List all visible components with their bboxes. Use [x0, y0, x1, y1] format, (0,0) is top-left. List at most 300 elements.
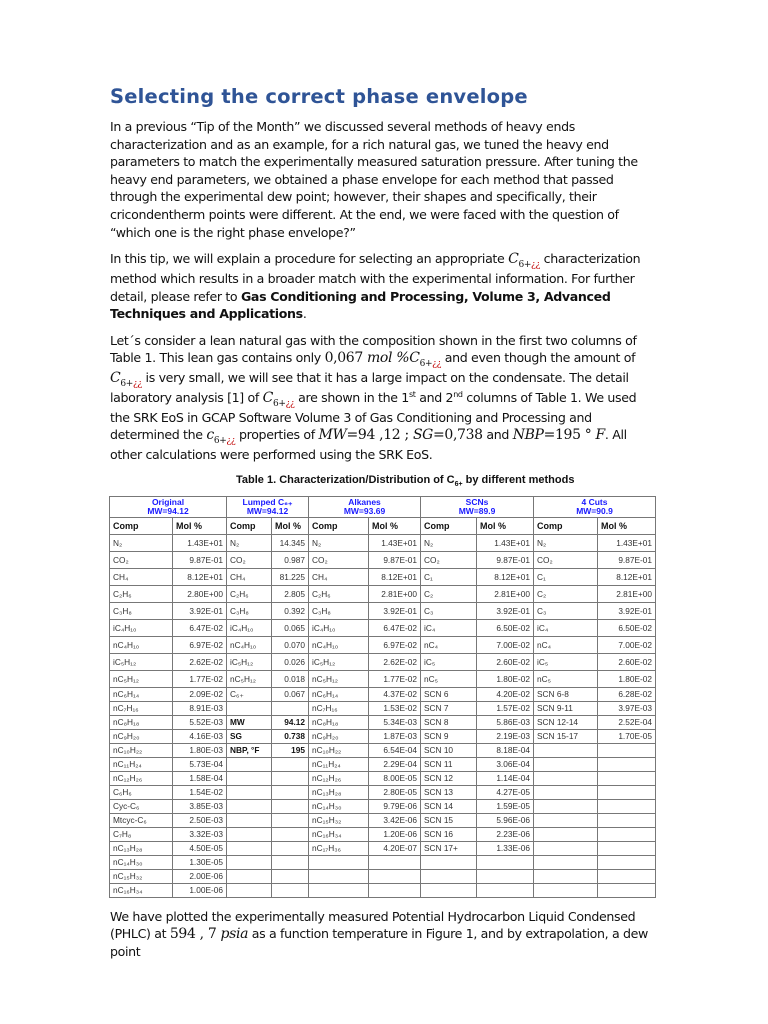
- component-cell: nC₄H₁₀: [309, 636, 369, 653]
- table-row: [110, 743, 656, 757]
- mol-percent-cell: [272, 813, 309, 827]
- table-row: [110, 636, 656, 653]
- mol-percent-cell: 1.87E-03: [369, 729, 421, 743]
- component-cell: [534, 827, 598, 841]
- group-mw: MW=94.12: [246, 505, 289, 516]
- mol-percent-cell: [272, 757, 309, 771]
- mol-percent-cell: 8.18E-04: [477, 743, 534, 757]
- table-row: [110, 757, 656, 771]
- mol-percent-cell: 1.43E+01: [598, 534, 656, 551]
- component-cell: nC₉H₂₀: [110, 729, 173, 743]
- mol-percent-cell: [598, 841, 656, 855]
- mol-percent-cell: 0.070: [272, 636, 309, 653]
- component-cell: nC₁₆H₃₄: [110, 883, 173, 897]
- mol-percent-cell: 6.50E-02: [598, 619, 656, 636]
- table-row: [110, 771, 656, 785]
- mol-percent-cell: [272, 869, 309, 883]
- component-cell: nC₁₀H₂₂: [110, 743, 173, 757]
- math-expression: [513, 427, 544, 443]
- component-cell: SCN 16: [421, 827, 477, 841]
- table-row: [110, 619, 656, 636]
- mol-percent-cell: 94.12: [272, 715, 309, 729]
- component-cell: CO₂: [110, 551, 173, 568]
- subscript-text: 6+: [518, 259, 532, 270]
- mol-percent-cell: [598, 813, 656, 827]
- mol-percent-cell: 9.87E-01: [598, 551, 656, 568]
- table-row: [110, 670, 656, 687]
- component-cell: nC₁₅H₃₂: [110, 869, 173, 883]
- component-cell: nC₇H₁₆: [110, 701, 173, 715]
- mol-percent-cell: [369, 855, 421, 869]
- component-cell: SCN 13: [421, 785, 477, 799]
- component-cell: iC₅H₁₂: [309, 653, 369, 670]
- text-run: characterization method which results in a broader match with the experimental information. For further detail, please refer to: [110, 251, 641, 304]
- mol-percent-cell: 4.20E-07: [369, 841, 421, 855]
- component-cell: nC₈H₁₈: [309, 715, 369, 729]
- column-header-mol: Mol %: [369, 517, 421, 534]
- mol-percent-cell: 1.77E-02: [173, 670, 227, 687]
- math-subscript: [120, 379, 142, 389]
- table-group-header: [534, 496, 656, 517]
- component-cell: nC₁₁H₂₄: [110, 757, 173, 771]
- mol-percent-cell: 4.50E-05: [173, 841, 227, 855]
- subscript-artifact: ¿¿: [226, 436, 236, 447]
- component-cell: CH₄: [227, 568, 272, 585]
- math-symbol: C: [262, 389, 273, 406]
- math-symbol: mol %C: [362, 350, 420, 367]
- subscript-text: 6+: [273, 398, 286, 409]
- mol-percent-cell: 0.067: [272, 687, 309, 701]
- table-caption: [236, 473, 658, 488]
- component-cell: [227, 827, 272, 841]
- component-cell: C₆₊: [227, 687, 272, 701]
- component-cell: N₂: [110, 534, 173, 551]
- component-cell: SCN 14: [421, 799, 477, 813]
- table-caption-end: by different methods: [462, 473, 575, 486]
- component-cell: nC₉H₂₀: [309, 729, 369, 743]
- mol-percent-cell: 0.018: [272, 670, 309, 687]
- component-cell: Cyc-C₆: [110, 799, 173, 813]
- mol-percent-cell: [477, 883, 534, 897]
- component-cell: nC₄: [534, 636, 598, 653]
- component-cell: nC₅H₁₂: [227, 670, 272, 687]
- table-row: [110, 869, 656, 883]
- column-header-comp: Comp: [110, 517, 173, 534]
- component-cell: nC₅H₁₂: [309, 670, 369, 687]
- mol-percent-cell: 81.225: [272, 568, 309, 585]
- mol-percent-cell: 1.14E-04: [477, 771, 534, 785]
- component-cell: C₃: [421, 602, 477, 619]
- component-cell: C₂H₆: [110, 585, 173, 602]
- mol-percent-cell: 2.805: [272, 585, 309, 602]
- group-mw: MW=93.69: [343, 505, 386, 516]
- mol-percent-cell: 0.738: [272, 729, 309, 743]
- math-expression: [319, 427, 347, 443]
- mol-percent-cell: 195: [272, 743, 309, 757]
- mol-percent-cell: 1.59E-05: [477, 799, 534, 813]
- component-cell: iC₄: [421, 619, 477, 636]
- mol-percent-cell: 8.12E+01: [369, 568, 421, 585]
- component-cell: nC₁₀H₂₂: [309, 743, 369, 757]
- mol-percent-cell: [369, 883, 421, 897]
- mol-percent-cell: 1.20E-06: [369, 827, 421, 841]
- component-cell: SCN 15-17: [534, 729, 598, 743]
- math-symbol: c: [206, 427, 214, 444]
- subscript-text: 6+: [419, 359, 433, 370]
- component-cell: CH₄: [110, 568, 173, 585]
- component-cell: iC₅H₁₂: [110, 653, 173, 670]
- component-cell: iC₄H₁₀: [110, 619, 173, 636]
- mol-percent-cell: [272, 701, 309, 715]
- component-cell: CO₂: [309, 551, 369, 568]
- component-cell: SCN 11: [421, 757, 477, 771]
- mol-percent-cell: 2.23E-06: [477, 827, 534, 841]
- mol-percent-cell: 6.54E-04: [369, 743, 421, 757]
- table-row: [110, 813, 656, 827]
- math-symbol: NBP: [512, 427, 544, 444]
- mol-percent-cell: 1.77E-02: [369, 670, 421, 687]
- component-cell: nC₆H₁₄: [309, 687, 369, 701]
- mol-percent-cell: 0.987: [272, 551, 309, 568]
- component-cell: nC₄H₁₀: [227, 636, 272, 653]
- mol-percent-cell: 2.62E-02: [173, 653, 227, 670]
- mol-percent-cell: 5.73E-04: [173, 757, 227, 771]
- text-run: In a previous “Tip of the Month” we discussed several methods of heavy ends characterization and as an example, for a rich natural gas, we tuned the heavy end parameters to match the experimentally measured saturation pressure. After tuning the heavy end parameters, we obtained a phase envelope for each method that passed through the experimental dew point; however, their shapes and specifically, their cricondentherm points were different. At the end, we were faced with the question of “which one is the right phase envelope?”: [110, 119, 638, 240]
- text-run: properties of: [235, 427, 319, 443]
- mol-percent-cell: 9.79E-06: [369, 799, 421, 813]
- component-cell: C₂: [534, 585, 598, 602]
- phlc-paragraph: [110, 908, 658, 961]
- mol-percent-cell: 8.12E+01: [477, 568, 534, 585]
- mol-percent-cell: 1.70E-05: [598, 729, 656, 743]
- table-column-header-row: [110, 517, 656, 534]
- component-cell: SCN 12-14: [534, 715, 598, 729]
- table-row: [110, 551, 656, 568]
- table-row: [110, 602, 656, 619]
- table-group-header-row: [110, 496, 656, 517]
- mol-percent-cell: 2.52E-04: [598, 715, 656, 729]
- math-number: =0,738: [433, 427, 483, 444]
- ordinal-suffix: nd: [453, 389, 463, 399]
- group-mw: MW=94.12: [147, 505, 189, 516]
- table-group-header: [421, 496, 534, 517]
- text-run: is very small, we will see that it has a large impact on the condensate. The detail laboratory analysis [1] of: [110, 370, 629, 405]
- math-symbol: psia: [220, 926, 249, 943]
- component-cell: N₂: [421, 534, 477, 551]
- text-run: . All other calculations were performed using the SRK EoS.: [110, 427, 627, 463]
- mol-percent-cell: 6.50E-02: [477, 619, 534, 636]
- document-body: [110, 84, 658, 970]
- table-caption-text: Table 1. Characterization/Distribution of C: [236, 473, 455, 486]
- mol-percent-cell: [598, 771, 656, 785]
- mol-percent-cell: 5.34E-03: [369, 715, 421, 729]
- component-cell: nC₁₁H₂₄: [309, 757, 369, 771]
- mol-percent-cell: [272, 841, 309, 855]
- mol-percent-cell: [272, 827, 309, 841]
- mol-percent-cell: 5.96E-06: [477, 813, 534, 827]
- component-cell: [421, 883, 477, 897]
- mol-percent-cell: 8.12E+01: [173, 568, 227, 585]
- text-run: Let´s consider a lean natural gas with the composition shown in the first two columns of Table 1. This lean gas contains only: [110, 332, 637, 366]
- mol-percent-cell: [598, 883, 656, 897]
- math-subscript: [273, 399, 295, 409]
- component-cell: nC₅: [534, 670, 598, 687]
- component-cell: [309, 869, 369, 883]
- math-expression: [362, 350, 442, 370]
- component-cell: nC₄: [421, 636, 477, 653]
- table-row: [110, 841, 656, 855]
- mol-percent-cell: 1.33E-06: [477, 841, 534, 855]
- mol-percent-cell: 6.47E-02: [173, 619, 227, 636]
- mol-percent-cell: 2.60E-02: [477, 653, 534, 670]
- math-subscript: [214, 436, 236, 446]
- mol-percent-cell: [272, 771, 309, 785]
- table-row: [110, 883, 656, 897]
- component-cell: SCN 9: [421, 729, 477, 743]
- component-cell: iC₄H₁₀: [227, 619, 272, 636]
- mol-percent-cell: 2.81E+00: [598, 585, 656, 602]
- subscript-artifact: ¿¿: [531, 259, 540, 270]
- intro-paragraph: [110, 118, 658, 241]
- component-cell: [227, 771, 272, 785]
- group-name: Original: [151, 496, 185, 507]
- component-cell: [534, 869, 598, 883]
- mol-percent-cell: 4.16E-03: [173, 729, 227, 743]
- mol-percent-cell: 14.345: [272, 534, 309, 551]
- mol-percent-cell: 3.92E-01: [173, 602, 227, 619]
- component-cell: [227, 785, 272, 799]
- mol-percent-cell: 2.19E-03: [477, 729, 534, 743]
- math-number: =195 °: [543, 427, 596, 444]
- column-header-mol: Mol %: [477, 517, 534, 534]
- text-run: are shown in the 1: [294, 389, 409, 405]
- component-cell: C₁: [534, 568, 598, 585]
- group-name: SCNs: [465, 496, 489, 507]
- component-cell: [534, 743, 598, 757]
- component-cell: C₂H₆: [309, 585, 369, 602]
- mol-percent-cell: 3.92E-01: [369, 602, 421, 619]
- mol-percent-cell: 1.30E-05: [173, 855, 227, 869]
- component-cell: [227, 841, 272, 855]
- mol-percent-cell: [598, 743, 656, 757]
- component-cell: iC₅: [421, 653, 477, 670]
- ordinal-suffix: st: [408, 389, 416, 399]
- mol-percent-cell: 2.09E-02: [173, 687, 227, 701]
- component-cell: C₆H₆: [110, 785, 173, 799]
- component-cell: C₂H₆: [227, 585, 272, 602]
- math-symbol: F: [595, 427, 605, 444]
- subscript-artifact: ¿¿: [285, 398, 295, 409]
- mol-percent-cell: 9.87E-01: [477, 551, 534, 568]
- math-subscript: [518, 260, 540, 270]
- mol-percent-cell: 2.29E-04: [369, 757, 421, 771]
- group-mw: MW=90.9: [576, 505, 613, 516]
- mol-percent-cell: [598, 855, 656, 869]
- component-cell: nC₁₂H₂₆: [309, 771, 369, 785]
- component-cell: nC₁₂H₂₆: [110, 771, 173, 785]
- mol-percent-cell: 3.42E-06: [369, 813, 421, 827]
- mol-percent-cell: 1.80E-02: [477, 670, 534, 687]
- mol-percent-cell: 9.87E-01: [173, 551, 227, 568]
- mol-percent-cell: 7.00E-02: [598, 636, 656, 653]
- mol-percent-cell: 2.50E-03: [173, 813, 227, 827]
- table-row: [110, 534, 656, 551]
- component-cell: iC₅: [534, 653, 598, 670]
- mol-percent-cell: [598, 869, 656, 883]
- component-cell: iC₄H₁₀: [309, 619, 369, 636]
- component-cell: N₂: [534, 534, 598, 551]
- column-header-mol: Mol %: [173, 517, 227, 534]
- group-mw: MW=89.9: [458, 505, 496, 516]
- mol-percent-cell: 4.37E-02: [369, 687, 421, 701]
- component-cell: [534, 813, 598, 827]
- component-cell: [227, 883, 272, 897]
- component-cell: nC₁₄H₃₀: [309, 799, 369, 813]
- math-number: 594 , 7: [169, 926, 221, 943]
- table-row: [110, 827, 656, 841]
- component-cell: SG: [227, 729, 272, 743]
- math-symbol: C: [508, 251, 519, 268]
- component-cell: SCN 8: [421, 715, 477, 729]
- mol-percent-cell: 3.06E-04: [477, 757, 534, 771]
- mol-percent-cell: 8.00E-05: [369, 771, 421, 785]
- table-row: [110, 799, 656, 813]
- component-cell: [227, 855, 272, 869]
- mol-percent-cell: 9.87E-01: [369, 551, 421, 568]
- mol-percent-cell: [272, 883, 309, 897]
- math-symbol: MW: [318, 427, 347, 444]
- subscript-artifact: ¿¿: [432, 359, 442, 370]
- component-cell: nC₅: [421, 670, 477, 687]
- component-cell: iC₅H₁₂: [227, 653, 272, 670]
- mol-percent-cell: [598, 827, 656, 841]
- component-cell: nC₇H₁₆: [309, 701, 369, 715]
- mol-percent-cell: 1.43E+01: [173, 534, 227, 551]
- component-cell: [534, 883, 598, 897]
- mol-percent-cell: 6.47E-02: [369, 619, 421, 636]
- mol-percent-cell: 7.00E-02: [477, 636, 534, 653]
- mol-percent-cell: 3.85E-03: [173, 799, 227, 813]
- mol-percent-cell: 2.00E-06: [173, 869, 227, 883]
- table-row: [110, 687, 656, 701]
- math-expression: [262, 389, 295, 409]
- procedure-paragraph: [110, 250, 658, 323]
- component-cell: CO₂: [534, 551, 598, 568]
- component-cell: [534, 855, 598, 869]
- mol-percent-cell: [477, 855, 534, 869]
- math-symbol: SG: [412, 427, 434, 444]
- math-expression: [508, 251, 540, 270]
- math-number: 0,067: [324, 350, 363, 367]
- component-cell: nC₁₃H₂₈: [309, 785, 369, 799]
- table-row: [110, 585, 656, 602]
- table-row: [110, 715, 656, 729]
- table-row: [110, 729, 656, 743]
- mol-percent-cell: 2.81E+00: [369, 585, 421, 602]
- component-cell: nC₅H₁₂: [110, 670, 173, 687]
- mol-percent-cell: 1.54E-02: [173, 785, 227, 799]
- math-symbol: C: [110, 370, 121, 387]
- text-run: and: [482, 427, 513, 443]
- component-cell: [227, 869, 272, 883]
- math-expression: [206, 427, 236, 447]
- math-number: =94 ,12 ;: [346, 427, 413, 444]
- mol-percent-cell: 1.80E-02: [598, 670, 656, 687]
- component-cell: SCN 12: [421, 771, 477, 785]
- math-expression: [110, 370, 142, 389]
- mol-percent-cell: [272, 855, 309, 869]
- characterization-table: [109, 496, 656, 898]
- table-row: [110, 785, 656, 799]
- component-cell: C₃H₈: [309, 602, 369, 619]
- mol-percent-cell: 0.065: [272, 619, 309, 636]
- component-cell: nC₁₇H₃₆: [309, 841, 369, 855]
- column-header-comp: Comp: [227, 517, 272, 534]
- mol-percent-cell: 2.80E-05: [369, 785, 421, 799]
- component-cell: nC₈H₁₈: [110, 715, 173, 729]
- component-cell: C₂: [421, 585, 477, 602]
- mol-percent-cell: 6.97E-02: [369, 636, 421, 653]
- table-caption-sub: 6+: [454, 480, 463, 488]
- text-run: In this tip, we will explain a procedure for selecting an appropriate: [110, 251, 509, 267]
- component-cell: nC₆H₁₄: [110, 687, 173, 701]
- mol-percent-cell: [272, 799, 309, 813]
- component-cell: nC₁₆H₃₄: [309, 827, 369, 841]
- group-name: Lumped C₆₊: [242, 496, 293, 507]
- component-cell: SCN 7: [421, 701, 477, 715]
- mol-percent-cell: 8.91E-03: [173, 701, 227, 715]
- column-header-comp: Comp: [534, 517, 598, 534]
- mol-percent-cell: 3.92E-01: [477, 602, 534, 619]
- book-reference: Gas Conditioning and Processing, Volume 3, Advanced Techniques and Applications: [110, 288, 611, 322]
- mol-percent-cell: 3.32E-03: [173, 827, 227, 841]
- column-header-comp: Comp: [309, 517, 369, 534]
- component-cell: SCN 6-8: [534, 687, 598, 701]
- component-cell: SCN 9-11: [534, 701, 598, 715]
- component-cell: [421, 869, 477, 883]
- component-cell: nC₁₃H₂₈: [110, 841, 173, 855]
- mol-percent-cell: 5.86E-03: [477, 715, 534, 729]
- table-group-header: [110, 496, 227, 517]
- mol-percent-cell: 1.57E-02: [477, 701, 534, 715]
- mol-percent-cell: 0.026: [272, 653, 309, 670]
- mol-percent-cell: 3.97E-03: [598, 701, 656, 715]
- text-run: as a function temperature in Figure 1, and by extrapolation, a dew point: [110, 926, 648, 960]
- component-cell: CO₂: [421, 551, 477, 568]
- component-cell: SCN 15: [421, 813, 477, 827]
- component-cell: nC₄H₁₀: [110, 636, 173, 653]
- table-row: [110, 568, 656, 585]
- mol-percent-cell: 1.43E+01: [369, 534, 421, 551]
- mol-percent-cell: [272, 785, 309, 799]
- component-cell: [534, 757, 598, 771]
- component-cell: SCN 6: [421, 687, 477, 701]
- mol-percent-cell: 2.80E+00: [173, 585, 227, 602]
- subscript-text: 6+: [120, 378, 133, 389]
- component-cell: SCN 10: [421, 743, 477, 757]
- component-cell: iC₄: [534, 619, 598, 636]
- component-cell: Mtcyc-C₆: [110, 813, 173, 827]
- page-title: Selecting the correct phase envelope: [110, 85, 528, 108]
- component-cell: [309, 883, 369, 897]
- group-name: Alkanes: [348, 496, 381, 507]
- mol-percent-cell: 2.62E-02: [369, 653, 421, 670]
- subscript-artifact: ¿¿: [132, 378, 142, 389]
- component-cell: C₇H₈: [110, 827, 173, 841]
- component-cell: CO₂: [227, 551, 272, 568]
- component-cell: [421, 855, 477, 869]
- mol-percent-cell: 3.92E-01: [598, 602, 656, 619]
